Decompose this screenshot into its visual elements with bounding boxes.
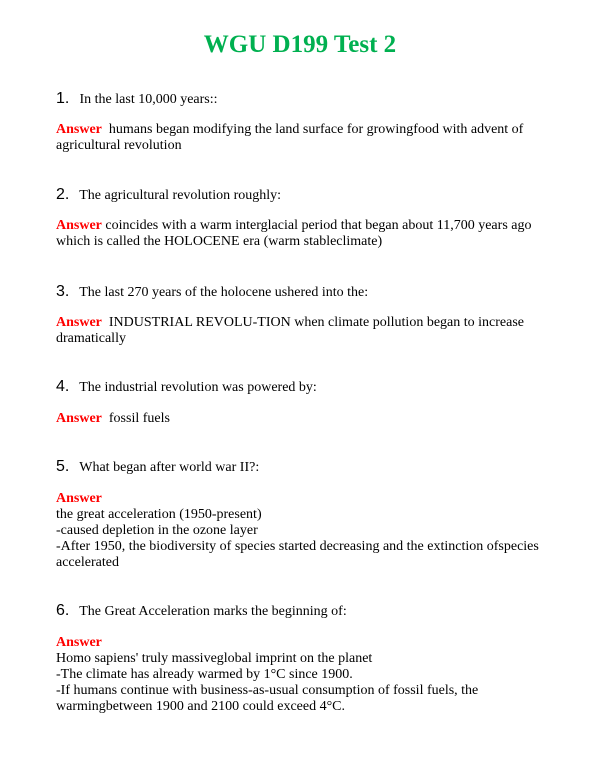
answer-2 (56, 218, 560, 250)
question-text: The Great Acceleration marks the beginning of: (79, 604, 347, 619)
question-text: What began after world war II?: (79, 460, 260, 475)
answer-1 (56, 122, 560, 154)
answer-text: humans began modifying the land surface for growingfood with advent of agricultural revolution (56, 122, 524, 153)
answer-text: INDUSTRIAL REVOLU-TION when climate pollution began to increase dramatically (56, 315, 524, 346)
question-1 (56, 90, 570, 108)
question-number: 4. (56, 378, 70, 395)
question-3 (56, 283, 570, 301)
answer-text: coincides with a warm interglacial period that began about 11,700 years ago which is called the HOLOCENE era (warm stableclimate) (56, 218, 532, 249)
question-2 (56, 186, 570, 204)
answer-4 (56, 411, 560, 427)
question-number: 1. (56, 90, 70, 107)
answer-line: Homo sapiens' truly massiveglobal imprint on the planet (56, 651, 373, 666)
answer-label: Answer (56, 218, 102, 233)
answer-3 (56, 315, 560, 347)
question-number: 6. (56, 602, 70, 619)
question-text: The agricultural revolution roughly: (79, 188, 282, 203)
question-text: In the last 10,000 years:: (79, 92, 218, 107)
answer-6 (56, 635, 560, 715)
answer-line: -After 1950, the biodiversity of species started decreasing and the extinction ofspecies accelerated (56, 539, 539, 570)
page-title: WGU D199 Test 2 (203, 31, 397, 58)
answer-5 (56, 491, 560, 571)
answer-label: Answer (56, 315, 102, 330)
question-5 (56, 458, 570, 476)
answer-line: -The climate has already warmed by 1°C since 1900. (56, 667, 353, 682)
answer-text: fossil fuels (108, 411, 170, 426)
question-number: 2. (56, 186, 70, 203)
question-6 (56, 602, 570, 620)
answer-label: Answer (56, 411, 102, 426)
answer-label: Answer (56, 122, 102, 137)
question-text: The industrial revolution was powered by: (79, 380, 317, 395)
question-4 (56, 378, 570, 396)
question-number: 3. (56, 283, 70, 300)
question-number: 5. (56, 458, 70, 475)
answer-line: the great acceleration (1950-present) (56, 507, 262, 522)
answer-line: -If humans continue with business-as-usual consumption of fossil fuels, the warmingbetween 1900 and 2100 could exceed 4°C. (56, 683, 479, 714)
answer-label: Answer (56, 491, 102, 506)
answer-label: Answer (56, 635, 102, 650)
answer-line: -caused depletion in the ozone layer (56, 523, 258, 538)
question-text: The last 270 years of the holocene ushered into the: (79, 285, 369, 300)
